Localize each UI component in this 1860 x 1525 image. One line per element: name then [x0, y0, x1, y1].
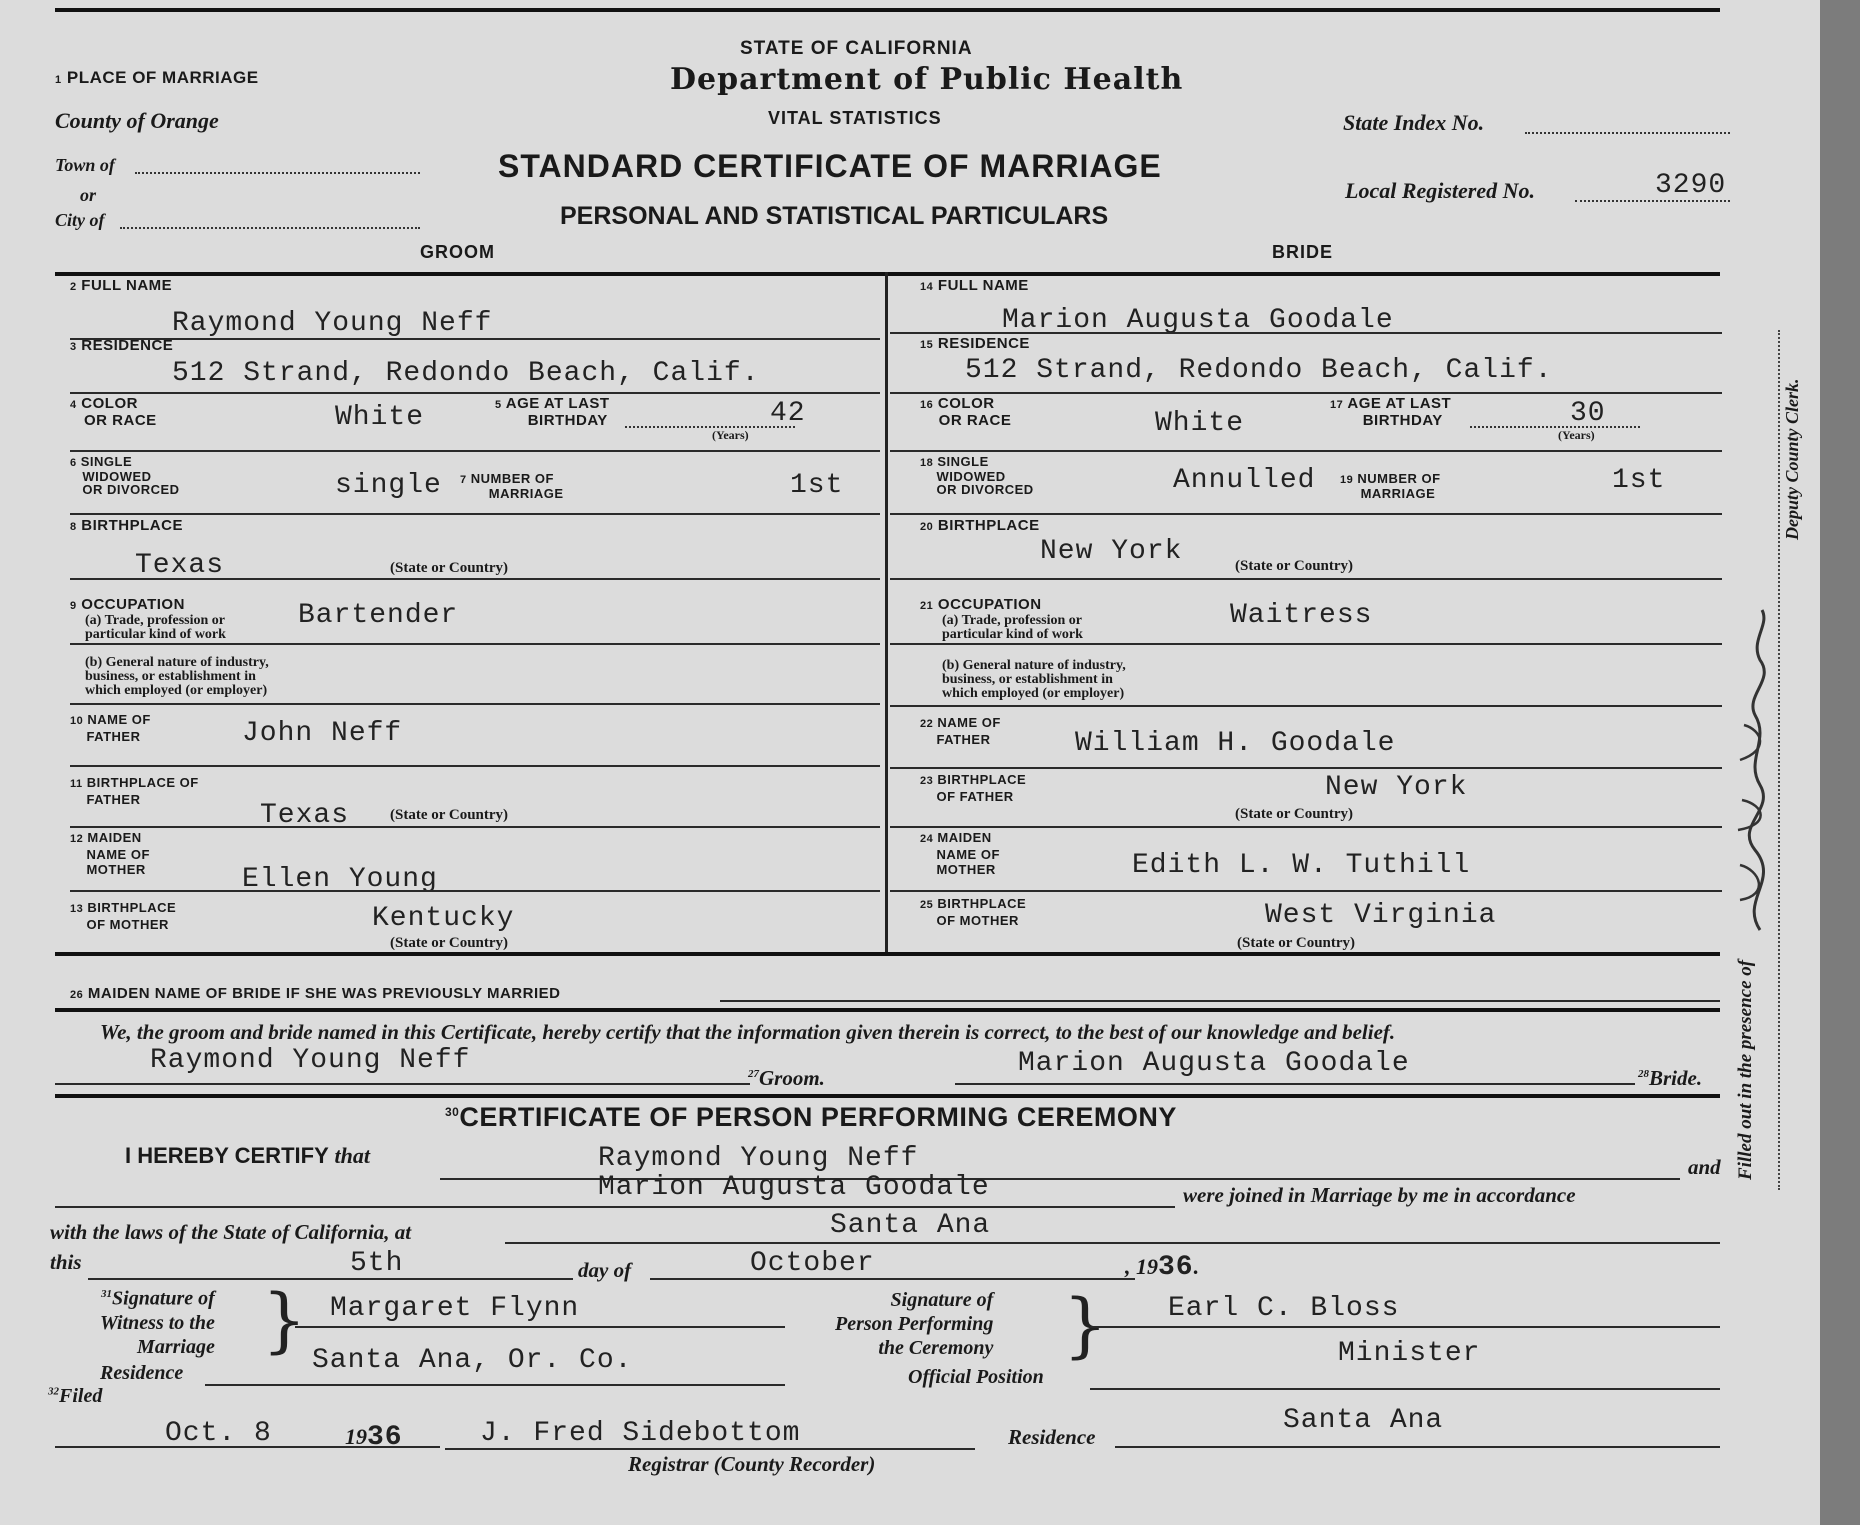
ceremony-place: Santa Ana	[830, 1210, 991, 1241]
attestation-statement: We, the groom and bride named in this Certificate, hereby certify that the information given therein is correct, to the best of our knowledge and belief.	[100, 1020, 1396, 1044]
deputy-clerk-margin-text: Deputy County Clerk.	[1782, 378, 1802, 540]
groom-status-label: 6 SINGLE WIDOWED OR DIVORCED	[70, 454, 180, 497]
bride-age: 30	[1570, 398, 1606, 429]
ceremony-year: , 1936.	[1125, 1252, 1200, 1283]
bride-occupation-label: 21 OCCUPATION	[920, 596, 1042, 613]
local-registered-value: 3290	[1655, 170, 1727, 201]
this-label: this	[50, 1250, 82, 1274]
bride-color-label: 16 COLOR OR RACE	[920, 395, 1012, 429]
officiant-position-label: Official Position	[908, 1366, 1044, 1388]
groom-father: John Neff	[242, 718, 403, 749]
state-heading: STATE OF CALIFORNIA	[740, 38, 973, 59]
bride-marriage-num-label: 19 NUMBER OF MARRIAGE	[1340, 471, 1441, 501]
bride-mother-label: 24 MAIDEN NAME OF MOTHER	[920, 830, 1000, 877]
bride-age-label: 17 AGE AT LAST BIRTHDAY	[1330, 395, 1452, 429]
certificate-subtitle: PERSONAL AND STATISTICAL PARTICULARS	[560, 202, 1109, 230]
bride-mother-maiden: Edith L. W. Tuthill	[1132, 850, 1471, 881]
vital-statistics-heading: VITAL STATISTICS	[768, 108, 942, 128]
groom-residence-label: 3 RESIDENCE	[70, 337, 174, 354]
groom-birthplace-label: 8 BIRTHPLACE	[70, 517, 183, 534]
filed-date: Oct. 8	[165, 1418, 272, 1449]
groom-father-birthplace: Texas	[260, 800, 350, 831]
groom-marriage-num-label: 7 NUMBER OF MARRIAGE	[460, 471, 564, 501]
and-label: and	[1688, 1155, 1721, 1179]
state-index-label: State Index No.	[1343, 110, 1485, 135]
registrar-name: J. Fred Sidebottom	[480, 1418, 801, 1449]
bride-marriage-num: 1st	[1612, 465, 1666, 496]
groom-color: White	[335, 402, 425, 433]
laws-text: with the laws of the State of California, at	[50, 1220, 412, 1244]
or-label: or	[80, 185, 97, 205]
deputy-signature	[1700, 600, 1800, 940]
bride-full-name: Marion Augusta Goodale	[1002, 305, 1394, 336]
groom-full-name: Raymond Young Neff	[172, 308, 493, 339]
groom-father-birthplace-label: 11 BIRTHPLACE OF FATHER	[70, 775, 199, 807]
groom-heading: GROOM	[420, 242, 495, 262]
page-edge	[1820, 0, 1860, 1525]
city-label: City of	[55, 210, 105, 230]
groom-full-name-label: 2 FULL NAME	[70, 277, 173, 294]
groom-color-label: 4 COLOR OR RACE	[70, 395, 157, 429]
officiant-position: Minister	[1338, 1338, 1481, 1369]
groom-mother-label: 12 MAIDEN NAME OF MOTHER	[70, 830, 150, 877]
groom-mother-maiden: Ellen Young	[242, 864, 438, 895]
officiant-label: Signature of Person Performing the Ceremony	[835, 1289, 994, 1359]
bride-full-name-label: 14 FULL NAME	[920, 277, 1029, 294]
filed-residence-label: Residence	[1008, 1425, 1096, 1449]
witness-residence-label: Residence	[100, 1362, 184, 1384]
groom-marriage-num: 1st	[790, 470, 844, 501]
previous-name-label: 26 MAIDEN NAME OF BRIDE IF SHE WAS PREVIOUSLY MARRIED	[70, 985, 561, 1002]
bride-birthplace-label: 20 BIRTHPLACE	[920, 517, 1040, 534]
top-border	[55, 8, 1720, 12]
ceremony-title: $^{30}$CERTIFICATE OF PERSON PERFORMING CEREMONY	[445, 1102, 1177, 1132]
certificate-title: STANDARD CERTIFICATE OF MARRIAGE	[498, 148, 1162, 184]
bride-birthplace: New York	[1040, 536, 1183, 567]
place-label: 1 PLACE OF MARRIAGE	[55, 68, 259, 87]
ceremony-name-1: Raymond Young Neff	[598, 1143, 919, 1174]
witness-residence: Santa Ana, Or. Co.	[312, 1345, 633, 1376]
certificate-sheet: STATE OF CALIFORNIA Department of Public Health VITAL STATISTICS STANDARD CERTIFICATE OF MARRIAGE PERSONAL AND STATISTICAL PARTICULARS GROOM BRIDE 1 PLACE OF MARRIAGE County of Orange Town of or City of State Index No. Local Registered No. 3290 2 FULL NAME Raymond Young Neff 3 RESIDENCE 512 Strand, Redondo Beach, Calif. 4 COLOR OR RACE White 5 AGE AT LAST BIRTHDAY 42 (Years) 6 SINGLE WIDOWED OR DIVORCED single 7 NUMBER OF MARRIAGE 1st 8 BIRTHPLACE Texas (State or Country) 9 OCCUPATION (a) Trade, profession or particular kind of work Bartender (b) General nature of industry, business, or establishment in which employed (or employer) 10 NAME OF FATHER John Neff 11 BIRTHPLACE OF FATHER Texas (State or Country) 12 MAIDEN NAME OF MOTHER Ellen Young 13 BIRTHPLACE OF MOTHER Kentucky (State or Country) 14 FULL NAME Marion Augusta Goodale 15 RESIDENCE 512 Strand, Redondo Beach, Calif. 16 COLOR OR RACE White 17 AGE AT LAST BIRTHDAY 30 (Years) 18 SINGLE WIDOWED OR DIVORCED Annulled 19 NUMBER OF MARRIAGE 1st 20 BIRTHPLACE New York (State or Country) 21 OCCUPATION (a) Trade, profession or particular kind of work Waitress (b) General nature of industry, business, or establishment in which employed (or employer) 22 NAME OF FATHER William H. Goodale 23 BIRTHPLACE OF FATHER New York (State or Country) 24 MAIDEN NAME OF MOTHER Edith L. W. Tuthill 25 BIRTHPLACE OF MOTHER West Virginia (State or Country) 26 MAIDEN NAME OF BRIDE IF SHE WAS PREVIOUSLY MARRIED We, the groom and bride named in this Certificate, hereby certify that the information given therein is correct, to the best of our knowledge and belief. Raymond Young Neff $^{27}$Groom. Marion Augusta Goodale $^{28}$Bride. $^{30}$CERTIFICATE OF PERSON PERFORMING CEREMONY I HEREBY CERTIFY that Raymond Young Neff and Marion Augusta Goodale were joined in Marriage by me in accordance with the laws of the State of California, at Santa Ana this 5th day of October , 1936. $^{31}$Signature of Witness to the Marriage } Margaret Flynn Santa Ana, Or. Co. Residence Signature of Person Performing the Ceremony } Earl C. Bloss Minister Official Position $^{32}$Filed Oct. 8 1936 J. Fred Sidebottom Registrar (County Recorder) Residence Santa Ana Filled out in the presence of Deputy County Clerk.	[0, 0, 1820, 1525]
bride-mother-birthplace-label: 25 BIRTHPLACE OF MOTHER	[920, 896, 1027, 928]
department-heading: Department of Public Health	[670, 62, 1184, 97]
joined-text: were joined in Marriage by me in accordance	[1183, 1183, 1576, 1207]
bride-status: Annulled	[1173, 465, 1316, 496]
groom-age: 42	[770, 398, 806, 429]
groom-occupation-label: 9 OCCUPATION	[70, 596, 185, 613]
ceremony-day: 5th	[350, 1248, 404, 1279]
witness-label: $^{31}$Signature of Witness to the Marriage	[100, 1287, 215, 1358]
filed-year: 1936	[345, 1422, 403, 1453]
groom-signature-label: $^{27}$Groom.	[748, 1066, 825, 1090]
town-label: Town of	[55, 155, 115, 175]
bride-status-label: 18 SINGLE WIDOWED OR DIVORCED	[920, 454, 1034, 497]
registrar-label: Registrar (County Recorder)	[628, 1452, 876, 1476]
bride-residence: 512 Strand, Redondo Beach, Calif.	[965, 355, 1553, 386]
bride-signature: Marion Augusta Goodale	[1018, 1048, 1410, 1079]
ceremony-name-2: Marion Augusta Goodale	[598, 1172, 990, 1203]
groom-mother-birthplace: Kentucky	[372, 903, 515, 934]
groom-occupation: Bartender	[298, 600, 459, 631]
bride-father-birthplace: New York	[1325, 772, 1468, 803]
groom-father-label: 10 NAME OF FATHER	[70, 712, 151, 744]
bride-signature-label: $^{28}$Bride.	[1638, 1066, 1703, 1090]
groom-birthplace: Texas	[135, 550, 225, 581]
bride-heading: BRIDE	[1272, 242, 1334, 262]
groom-residence: 512 Strand, Redondo Beach, Calif.	[172, 358, 760, 389]
groom-signature: Raymond Young Neff	[150, 1045, 471, 1076]
bride-residence-label: 15 RESIDENCE	[920, 335, 1030, 352]
witness-name: Margaret Flynn	[330, 1293, 580, 1324]
day-of-label: day of	[578, 1258, 632, 1282]
bride-occupation: Waitress	[1230, 600, 1373, 631]
bride-father-birthplace-label: 23 BIRTHPLACE OF FATHER	[920, 772, 1027, 804]
filled-out-margin-text: Filled out in the presence of	[1735, 959, 1756, 1180]
bride-father: William H. Goodale	[1075, 728, 1396, 759]
filed-residence: Santa Ana	[1283, 1405, 1444, 1436]
groom-status: single	[335, 470, 442, 501]
certify-label: I HEREBY CERTIFY that	[125, 1143, 370, 1168]
ceremony-month: October	[750, 1248, 875, 1279]
officiant-name: Earl C. Bloss	[1168, 1293, 1400, 1324]
filed-label: $^{32}$Filed	[48, 1385, 103, 1407]
groom-age-label: 5 AGE AT LAST BIRTHDAY	[495, 395, 610, 429]
bride-mother-birthplace: West Virginia	[1265, 900, 1497, 931]
local-registered-label: Local Registered No.	[1345, 178, 1536, 203]
bride-color: White	[1155, 408, 1245, 439]
groom-mother-birthplace-label: 13 BIRTHPLACE OF MOTHER	[70, 900, 177, 932]
center-divider	[885, 272, 888, 952]
county-text: County of Orange	[55, 108, 219, 133]
bride-father-label: 22 NAME OF FATHER	[920, 715, 1001, 747]
